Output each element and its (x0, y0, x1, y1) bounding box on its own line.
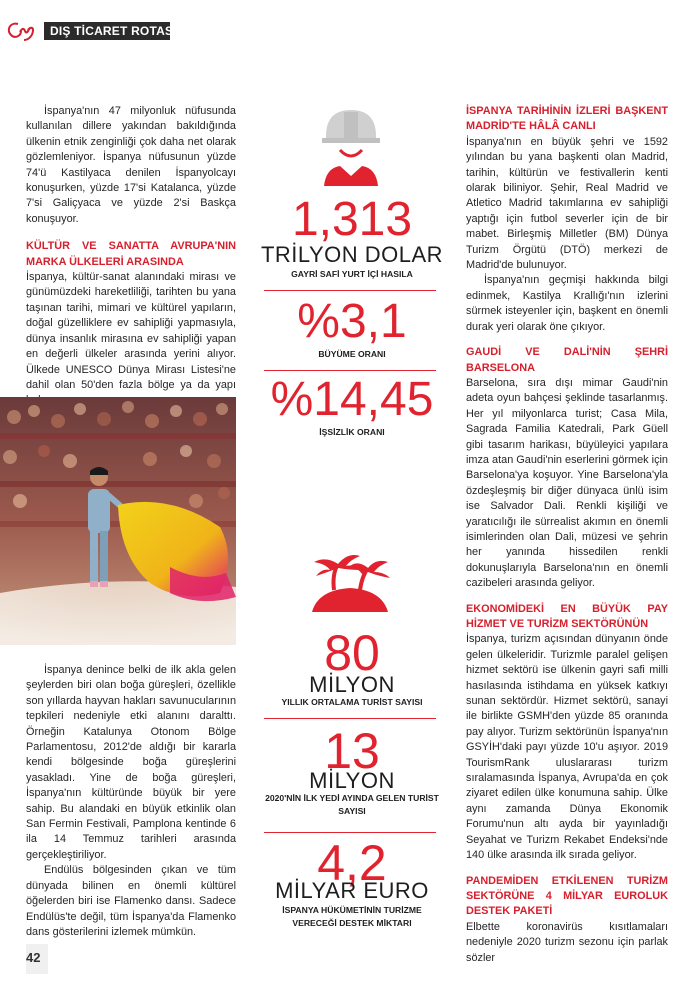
tourists-2020-unit: MİLYON (309, 768, 395, 793)
barcelona-paragraph: Barselona, sıra dışı mimar Gaudi'nin adeta oyun bahçesi şeklinde tasarlanmış. Her yıl milyonlarca turist; Casa Mila, Sagrada Familia Katedrali, Park Güell gibi tasarım harikası, büyüleyici yapılara imza atan Gaudi'nin eserlerini görmek için Barselona'ya koşuyor. Yine Barselona'yla özdeşleşmiş bir diğer dünyaca ünlü isim ise Salvador Dali. Renkli kişiliği ve yaratıcılığı ile sürrealist akımın en önemli isimlerinden olan Dali, müzesi ve şehrin her yanında hissedilen renkli dokunuşlarıyla Barselona'nın en önemli cazibeleri arasında geliyor. (466, 376, 668, 590)
matador-photo (0, 397, 236, 645)
barcelona-heading: GAUDİ VE DALİ'NİN ŞEHRİ BARSELONA (466, 346, 668, 374)
support-unit: MİLYAR EURO (275, 878, 429, 903)
gdp-value: 1,313 (291, 193, 413, 246)
right-column (466, 104, 668, 966)
growth-caption: BÜYÜME ORANI (318, 349, 386, 359)
support-value: 4,2 (317, 835, 387, 891)
madrid-heading: İSPANYA TARİHİNİN İZLERİ BAŞKENT MADRİD'TE HÂLÂ CANLI (466, 105, 668, 133)
bullfight-paragraph: İspanya denince belki de ilk akla gelen şeylerden biri olan boğa güreşleri, özellikle son yıllarda hayvan hakları savunucularının tepkileri nedeniyle etki alanını daralttı. Örneğin Katalunya Otonom Bölge Parlamentosu, 2012'de aldığı bir kararla kendi bölgesinde boğa güreşlerini yasakladı. Yine de boğa güreşleri, İspanya'nın kültüründe büyük bir yere sahip. Bu alandaki en büyük etkinlik olan San Fermin Festivali, Pamplona kentinde 6 ila 14 Temmuz tarihleri arasında gerçekleştiriliyor. (26, 664, 236, 861)
economy-heading: EKONOMİDEKİ EN BÜYÜK PAY HİZMET VE TURİZM SEKTÖRÜNÜN (466, 602, 668, 630)
unemployment-caption: İŞSİZLİK ORANI (319, 427, 385, 437)
growth-value: %3,1 (297, 295, 407, 348)
palm-island-icon (308, 546, 392, 612)
stat-divider (264, 290, 436, 291)
page-number: 42 (26, 950, 41, 965)
economy-paragraph: İspanya, turizm açısından dünyanın önde gelen ülkeleridir. Turizmle paralel gelişen hizmet sektörü ise ülkenin gayri safi milli hasılasında istihdama en yüksek katkıyı sunan sektördür. Hizmet sektörü, sanayi ile birlikte GSMH'den yüzde 85 oranında pay alıyor. Turizm sektörünün İspanya'nın GSYİH'daki payı yüzde 10'u aşıyor. 2019 TourismRank uluslararası turizm sıralamasında İspanya, Avrupa'da en çok ziyaret edilen ülke konumuna sahip. Ülke aynı zamanda Dünya Ekonomik Forumu'nun altı ayda bir yayınladığı Seyahat ve Turizm Rekabet Endeksi'nde 140 ülke arasında ilk sırada geliyor. (466, 633, 668, 862)
madrid-paragraph: İspanya'nın en büyük şehri ve 1592 yılından bu yana başkenti olan Madrid, tarihin, kültürün ve festivallerin kenti olarak biliniyor. Şehir, Real Madrid ve Atletico Madrid takımlarına ev sahipliği yaptığı için futbol severler için de bir mabet. Birleşmiş Milletler (BM) Dünya Turizm Örgütü (DTÖ) merkezi de Madrid'de bulunuyor. (466, 135, 668, 272)
tourists-2020-value: 13 (324, 723, 380, 779)
pandemic-heading: PANDEMİDEN ETKİLENEN TURİZM SEKTÖRÜNE 4 MİLYAR EUROLUK DESTEK PAKETİ (466, 874, 668, 918)
matador-image (0, 397, 236, 645)
stat-divider (264, 370, 436, 371)
gdp-caption: GAYRİ SAFİ YURT İÇİ HASILA (291, 269, 413, 279)
pandemic-paragraph: Elbette koronavirüs kısıtlamaları nedeniyle 2020 turizm sezonu için parlak sözler (466, 920, 668, 964)
culture-heading: KÜLTÜR VE SANATTA AVRUPA'NIN MARKA ÜLKELERİ ARASINDA (26, 240, 236, 268)
tourists-unit: MİLYON (309, 672, 395, 697)
stat-divider (264, 718, 436, 719)
left-column-top (26, 104, 236, 409)
gdp-unit: TRİLYON DOLAR (260, 242, 444, 267)
unemployment-value: %14,45 (270, 373, 434, 426)
madrid-paragraph-2: İspanya'nın geçmişi hakkında bilgi edinmek, Kastilya Krallığı'nın izlerini sürmek isteyenler için, başkent en önemli durak yeri olarak öne çıkıyor. (466, 274, 668, 333)
tourists-2020-caption: 2020'NİN İLK YEDİ AYINDA GELEN TURİST SAYISI (265, 793, 439, 816)
brand-logo-icon (4, 18, 38, 44)
intro-paragraph: İspanya'nın 47 milyonluk nüfusunda kullanılan dillere yakından bakıldığında ülkenin etnik zenginliği çok daha net olarak gözlemleniyor. İspanya nüfusunun yüzde 74'ü Kastilyaca denilen İspanyolcayı konuşurken, yüzde 17'si Katalanca, yüzde 7'si Galiçyaca ve yüzde 2'si Baskça konuşuyor. (26, 105, 236, 225)
worker-helmet-icon (322, 106, 380, 186)
tourists-value: 80 (324, 625, 380, 681)
tourists-caption: YILLIK ORTALAMA TURİST SAYISI (281, 697, 423, 707)
left-column-bottom (26, 663, 236, 940)
section-title: DIŞ TİCARET ROTASI (50, 24, 177, 38)
flamenco-paragraph: Endülüs bölgesinden çıkan ve tüm dünyada bilinen en önemli kültürel öğelerden biri ise Flamenko dansı. Sadece Endülüs'te değil, tüm İspanya'da Flamenko dans gösterilerini izlemek mümkün. (26, 864, 236, 938)
support-caption: İSPANYA HÜKÜMETİNİN TURİZME VERECEĞİ DESTEK MİKTARI (282, 905, 422, 928)
stat-divider (264, 832, 436, 833)
culture-paragraph: İspanya, kültür-sanat alanındaki mirası ve günümüzdeki hareketliliği, tarihten bu yana taşınan tarihi, mimari ve kültürel yapıların, doğal güzelliklere ev sahipliği yapmasıyla, dünya insanlık mirasına ev sahipliği yapan en değerli ülkeler arasında yerini alıyor. Ülkede UNESCO Dünya Mirası Listesi'ne dahil olan 50'den fazla bölge ya da yapı (26, 271, 236, 391)
